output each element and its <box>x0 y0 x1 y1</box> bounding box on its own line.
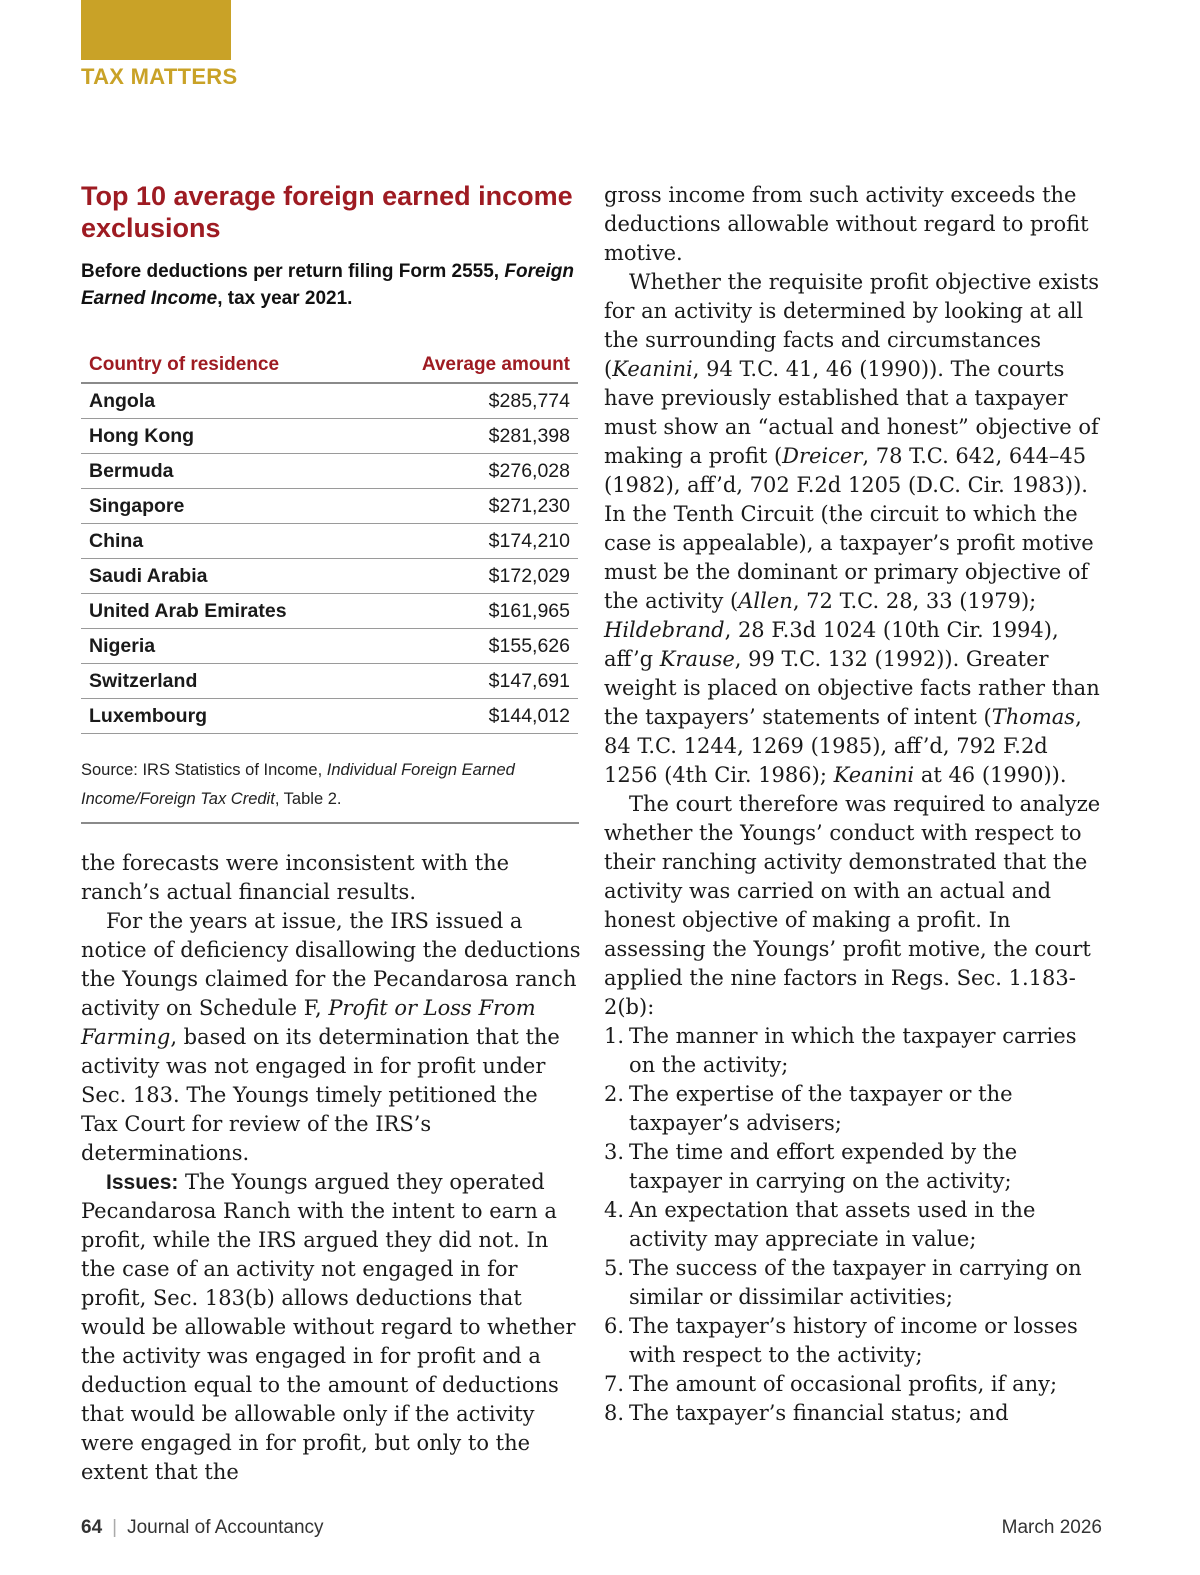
table-row <box>81 383 578 419</box>
left-column-text <box>81 849 581 1487</box>
list-item <box>604 1196 1104 1254</box>
table-row <box>81 454 578 489</box>
case-name: Allen <box>738 589 793 613</box>
column-header-amount: Average amount <box>362 350 578 383</box>
country-cell: Bermuda <box>81 454 362 489</box>
table-row <box>81 489 578 524</box>
case-name: Thomas <box>991 705 1076 729</box>
paragraph-text: , 99 T.C. 132 (1992)). Greater weight is placed on objective facts rather than the taxpayers’ statements of intent ( <box>604 647 1100 729</box>
paragraph-text: , based on its determination that the activity was not engaged in for profit under Sec. 183. The Youngs timely petitioned the Tax Court for review of the IRS’s determinations. <box>81 1025 560 1165</box>
paragraph-text: , 78 T.C. 642, 644–45 (1982), aff’d, 702 F.2d 1205 (D.C. Cir. 1983)). In the Tenth Circuit (the circuit to which the case is appealable), a taxpayer’s profit motive must be the dominant or primary objective of the activity ( <box>604 444 1094 613</box>
paragraph-text: , 72 T.C. 28, 33 (1979); <box>792 589 1037 613</box>
list-item-text: The expertise of the taxpayer or the taxpayer’s advisers; <box>629 1082 1013 1135</box>
paragraph-text: , 28 F.3d 1024 (10th Cir. 1994), aff’g <box>604 618 1059 671</box>
list-item <box>604 1370 1104 1399</box>
paragraph: The court therefore was required to analyze whether the Youngs’ conduct with respect to their ranching activity demonstrated that the activity was carried on with an actual and honest objective of making a profit. In assessing the Youngs’ profit motive, the court applied the nine factors in Regs. Sec. 1.183-2(b): <box>604 792 1101 1019</box>
case-name: Krause <box>659 647 735 671</box>
source-tail: , Table 2. <box>274 790 342 808</box>
country-cell: United Arab Emirates <box>81 594 362 629</box>
paragraph <box>81 907 581 1168</box>
country-cell: Hong Kong <box>81 419 362 454</box>
country-cell: Saudi Arabia <box>81 559 362 594</box>
paragraph: gross income from such activity exceeds the deductions allowable without regard to profit motive. <box>604 183 1089 265</box>
case-name: Keanini <box>612 357 693 381</box>
country-cell: Luxembourg <box>81 699 362 734</box>
list-item <box>604 1254 1104 1312</box>
amount-cell: $174,210 <box>362 524 578 559</box>
form-title: Profit or Loss From Farming <box>81 996 536 1049</box>
list-item <box>604 1022 1104 1080</box>
case-name: Dreicer <box>782 444 863 468</box>
paragraph-text: , 94 T.C. 41, 46 (1990)). The courts have previously established that a taxpayer must show an “actual and honest” objective of making a profit ( <box>604 357 1099 468</box>
amount-cell: $144,012 <box>362 699 578 734</box>
list-number: 4. <box>604 1198 625 1222</box>
paragraph <box>81 1168 581 1487</box>
sidebar-subtitle-form-name: Foreign Earned Income <box>81 261 575 309</box>
table-row <box>81 419 578 454</box>
list-item-text: The amount of occasional profits, if any; <box>629 1372 1058 1396</box>
page-number: 64 <box>81 1517 103 1538</box>
country-cell: China <box>81 524 362 559</box>
country-cell: Singapore <box>81 489 362 524</box>
amount-cell: $161,965 <box>362 594 578 629</box>
table-row <box>81 594 578 629</box>
paragraph-text: The Youngs argued they operated Pecandarosa Ranch with the intent to earn a profit, while the IRS argued they did not. In the case of an activity not engaged in for profit, Sec. 183(b) allows deductions that would be allowable without regard to whether the activity was engaged in for profit and a deduction equal to the amount of deductions that would be allowable only if the activity were engaged in for profit, but only to the extent that the <box>81 1170 576 1484</box>
table-row <box>81 699 578 734</box>
section-label: TAX MATTERS <box>81 64 238 89</box>
sidebar-subtitle-tail: , tax year 2021. <box>217 288 353 309</box>
amount-cell: $172,029 <box>362 559 578 594</box>
list-item <box>604 1138 1104 1196</box>
list-item-text: The taxpayer’s financial status; and <box>629 1401 1009 1425</box>
sidebar-subtitle-text: Before deductions per return filing Form 2555, <box>81 261 500 282</box>
amount-cell: $271,230 <box>362 489 578 524</box>
list-item <box>604 1312 1104 1370</box>
list-item-text: The success of the taxpayer in carrying on similar or dissimilar activities; <box>629 1256 1082 1309</box>
factors-list <box>604 1022 1104 1428</box>
table-header-row <box>81 350 578 383</box>
amount-cell: $155,626 <box>362 629 578 664</box>
footer-separator: | <box>112 1517 118 1538</box>
case-name: Keanini <box>833 763 915 787</box>
table-row <box>81 559 578 594</box>
list-number: 6. <box>604 1314 625 1338</box>
list-number: 1. <box>604 1024 625 1048</box>
table-source-note <box>81 756 579 824</box>
case-name: Hildebrand <box>604 618 725 642</box>
paragraph <box>604 268 1104 790</box>
amount-cell: $285,774 <box>362 383 578 419</box>
source-text: Source: IRS Statistics of Income, <box>81 761 323 779</box>
list-item-text: The time and effort expended by the taxpayer in carrying on the activity; <box>629 1140 1018 1193</box>
list-number: 2. <box>604 1082 625 1106</box>
list-item-text: The manner in which the taxpayer carries on the activity; <box>629 1024 1077 1077</box>
country-cell: Angola <box>81 383 362 419</box>
amount-cell: $147,691 <box>362 664 578 699</box>
paragraph-text: For the years at issue, the IRS issued a notice of deficiency disallowing the deductions the Youngs claimed for the Pecandarosa ranch activity on Schedule F, <box>81 909 581 1020</box>
amount-cell: $281,398 <box>362 419 578 454</box>
page-footer <box>81 1517 1102 1543</box>
section-tab-block <box>81 0 231 60</box>
list-item <box>604 1399 1104 1428</box>
sidebar-box <box>81 180 579 824</box>
paragraph-text: , 84 T.C. 1244, 1269 (1985), aff’d, 792 F.2d 1256 (4th Cir. 1986); <box>604 705 1082 787</box>
issues-lead-in: Issues: <box>106 1171 179 1194</box>
journal-name: Journal of Accountancy <box>127 1517 324 1538</box>
table-row <box>81 524 578 559</box>
amount-cell: $276,028 <box>362 454 578 489</box>
list-number: 5. <box>604 1256 625 1280</box>
table-row <box>81 629 578 664</box>
table-row <box>81 664 578 699</box>
country-cell: Switzerland <box>81 664 362 699</box>
list-item-text: The taxpayer’s history of income or losses with respect to the activity; <box>629 1314 1078 1367</box>
paragraph-text: Whether the requisite profit objective exists for an activity is determined by looking at all the surrounding facts and circumstances ( <box>604 270 1100 381</box>
list-number: 8. <box>604 1401 625 1425</box>
income-exclusions-table <box>81 350 578 734</box>
country-cell: Nigeria <box>81 629 362 664</box>
column-header-country: Country of residence <box>81 350 362 383</box>
sidebar-subtitle <box>81 258 579 312</box>
right-column-text <box>604 181 1104 1428</box>
sidebar-title: Top 10 average foreign earned income exclusions <box>81 181 573 243</box>
paragraph: the forecasts were inconsistent with the ranch’s actual financial results. <box>81 851 510 904</box>
paragraph-text: at 46 (1990)). <box>914 763 1067 787</box>
list-number: 3. <box>604 1140 625 1164</box>
issue-date: March 2026 <box>1001 1517 1102 1538</box>
list-item-text: An expectation that assets used in the activity may appreciate in value; <box>629 1198 1036 1251</box>
list-item <box>604 1080 1104 1138</box>
source-publication-title: Individual Foreign Earned Income/Foreign Tax Credit <box>81 761 515 808</box>
list-number: 7. <box>604 1372 625 1396</box>
